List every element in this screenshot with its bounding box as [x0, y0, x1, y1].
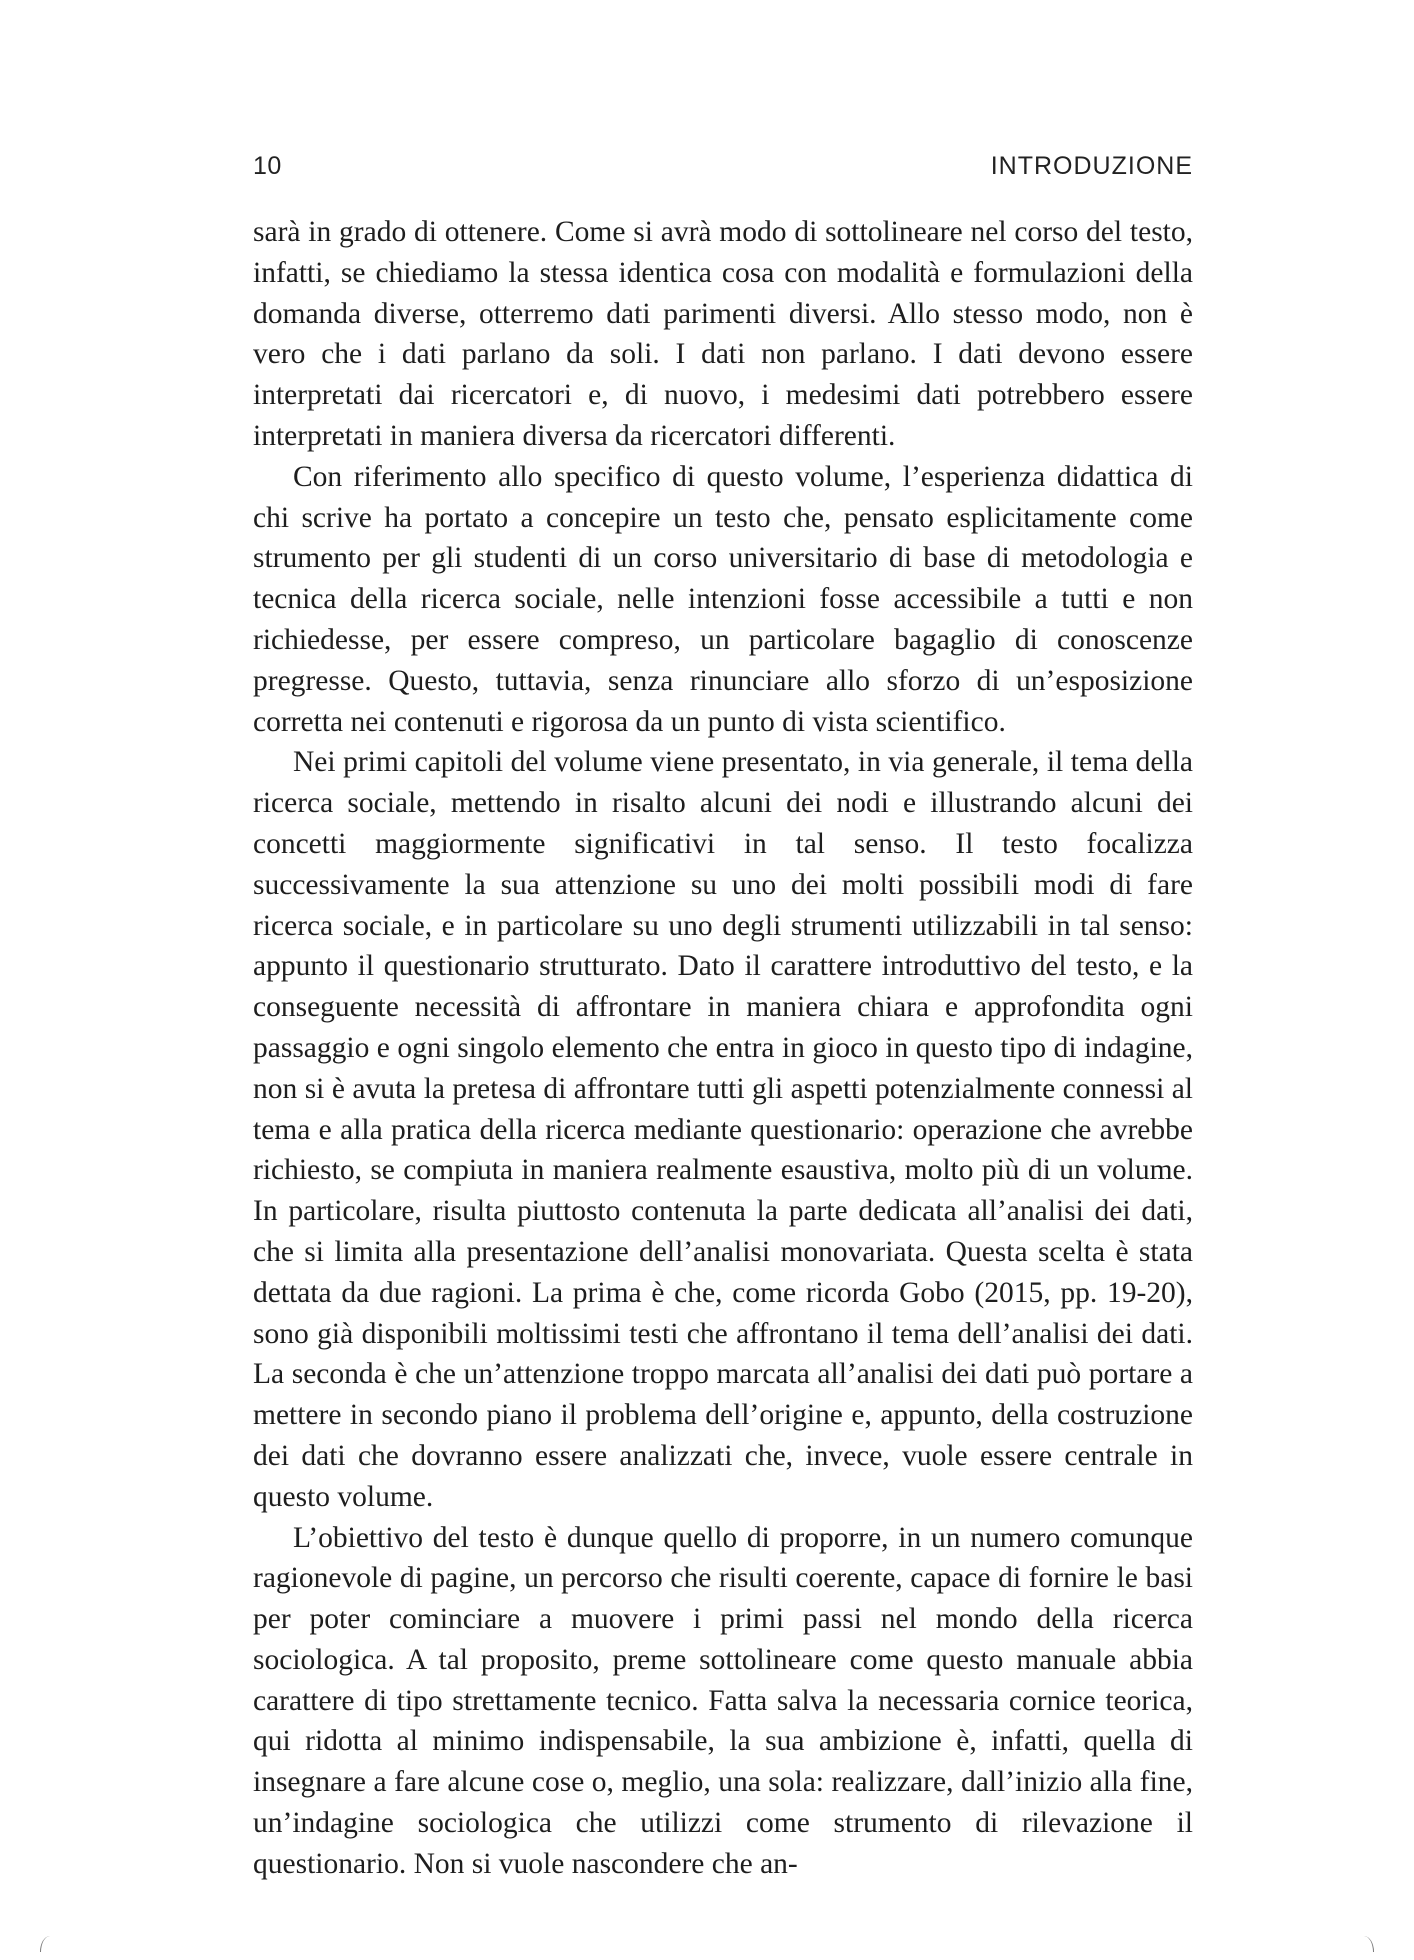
paragraph: Nei primi capitoli del volume viene presentato, in via generale, il tema della ricerca sociale, mettendo in risalto alcuni dei nodi e illustrando alcuni dei concetti maggiormente significativi in tal senso. Il testo focalizza successivamente la sua attenzione su uno dei molti possibili modi di fare ricerca sociale, e in particolare su uno degli strumenti utilizzabili in tal senso: appunto il questionario strutturato. Dato il carattere introduttivo del testo, e la conseguente necessità di affrontare in maniera chiara e approfondita ogni passaggio e ogni singolo elemento che entra in gioco in questo tipo di indagine, non si è avuta la pretesa di affrontare tutti gli aspetti potenzialmente connessi al tema e alla pratica della ricerca mediante questionario: operazione che avrebbe richiesto, se compiuta in maniera realmente esaustiva, molto più di un volume. In particolare, risulta piuttosto contenuta la parte dedicata all’analisi dei dati, che si limita alla presentazione dell’analisi monovariata. Questa scelta è stata dettata da due ragioni. La prima è che, come ricorda Gobo (2015, pp. 19-20), sono già disponibili moltissimi testi che affrontano il tema dell’analisi dei dati. La seconda è che un’attenzione troppo marcata all’analisi dei dati può portare a mettere in secondo piano il problema dell’origine e, appunto, della costruzione dei dati che dovranno essere analizzati che, invece, vuole essere centrale in questo volume.	[253, 746, 1193, 1513]
running-head	[253, 152, 1193, 192]
paragraph: sarà in grado di ottenere. Come si avrà modo di sottolineare nel corso del testo, infatti, se chiediamo la stessa identica cosa con modalità e formulazioni della domanda diverse, otterremo dati parimenti diversi. Allo stesso modo, non è vero che i dati parlano da soli. I dati non parlano. I dati devono essere interpretati dai ricercatori e, di nuovo, i medesimi dati potrebbero essere interpretati in maniera diversa da ricercatori differenti.	[253, 216, 1193, 452]
crop-mark-right	[1363, 1936, 1374, 1952]
paragraph: L’obiettivo del testo è dunque quello di proporre, in un numero comunque ragionevole di pagine, un percorso che risulti coerente, capace di fornire le basi per poter cominciare a muovere i primi passi nel mondo della ricerca sociologica. A tal proposito, preme sottolineare come questo manuale abbia carattere di tipo strettamente tecnico. Fatta salva la necessaria cornice teorica, qui ridotta al minimo indispensabile, la sua ambizione è, infatti, quella di insegnare a fare alcune cose o, meglio, una sola: realizzare, dall’inizio alla fine, un’indagine sociologica che utilizzi come strumento di rilevazione il questionario. Non si vuole nascondere che an-	[253, 1521, 1193, 1880]
body-text	[253, 212, 1193, 1885]
page-number: 10	[253, 152, 282, 180]
crop-mark-left	[40, 1936, 51, 1952]
paragraph: Con riferimento allo specifico di questo volume, l’esperienza didattica di chi scrive ha portato a concepire un testo che, pensato esplicitamente come strumento per gli studenti di un corso universitario di base di metodologia e tecnica della ricerca sociale, nelle intenzioni fosse accessibile a tutti e non richiedesse, per essere compreso, un particolare bagaglio di conoscenze pregresse. Questo, tuttavia, senza rinunciare allo sforzo di un’esposizione corretta nei contenuti e rigorosa da un punto di vista scientifico.	[253, 460, 1193, 738]
section-title: INTRODUZIONE	[990, 152, 1193, 180]
